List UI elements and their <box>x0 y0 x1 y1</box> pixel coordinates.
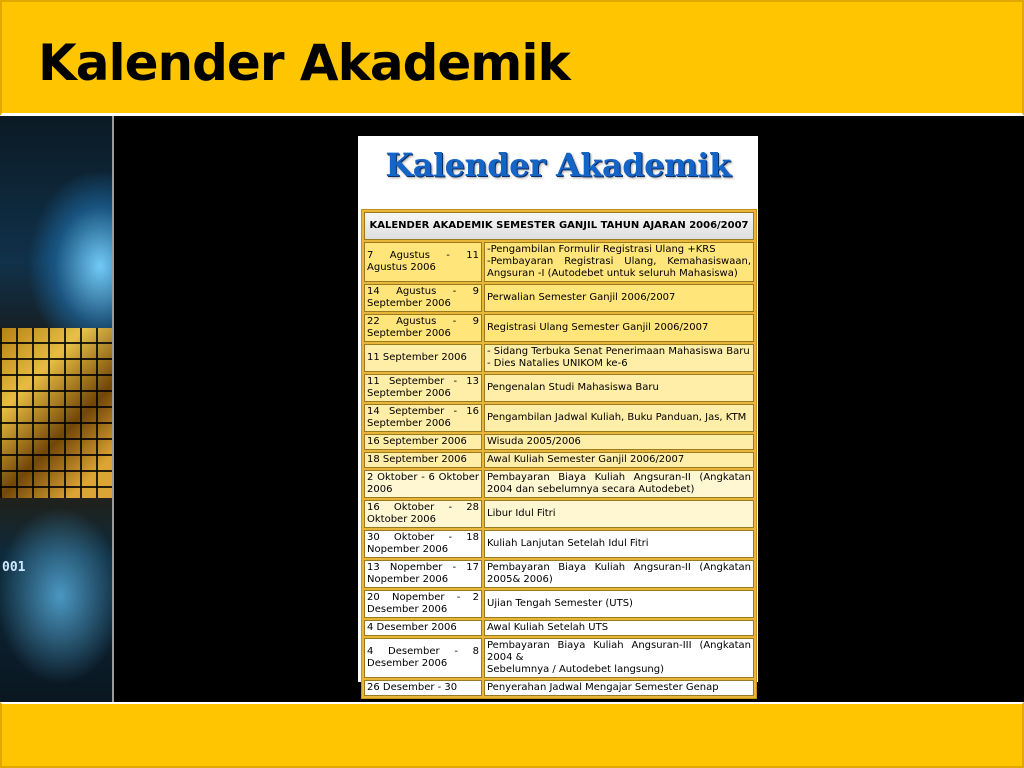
date-cell: 13 Nopember - 17 Nopember 2006 <box>364 560 482 588</box>
event-cell: Pembayaran Biaya Kuliah Angsuran-II (Angkatan 2005& 2006) <box>484 560 754 588</box>
table-row <box>364 452 754 468</box>
title-bar <box>0 0 1024 116</box>
decorative-digits: 001 <box>2 560 26 575</box>
table-row <box>364 470 754 498</box>
table-header: KALENDER AKADEMIK SEMESTER GANJIL TAHUN AJARAN 2006/2007 <box>364 212 754 240</box>
date-cell: 7 Agustus - 11 Agustus 2006 <box>364 242 482 282</box>
date-cell: 4 Desember 2006 <box>364 620 482 636</box>
date-cell: 4 Desember - 8 Desember 2006 <box>364 638 482 678</box>
date-cell: 11 September - 13 September 2006 <box>364 374 482 402</box>
event-cell: Pembayaran Biaya Kuliah Angsuran-II (Angkatan 2004 dan sebelumnya secara Autodebet) <box>484 470 754 498</box>
date-cell: 16 September 2006 <box>364 434 482 450</box>
event-cell: Wisuda 2005/2006 <box>484 434 754 450</box>
document-logo-heading: Kalender Akademik <box>385 146 731 184</box>
date-cell: 14 Agustus - 9 September 2006 <box>364 284 482 312</box>
decorative-tile-grid <box>0 328 112 498</box>
table-row <box>364 434 754 450</box>
event-cell: Awal Kuliah Semester Ganjil 2006/2007 <box>484 452 754 468</box>
event-cell: Perwalian Semester Ganjil 2006/2007 <box>484 284 754 312</box>
table-row <box>364 314 754 342</box>
academic-calendar-table <box>361 209 757 699</box>
date-cell: 14 September - 16 September 2006 <box>364 404 482 432</box>
event-cell: Awal Kuliah Setelah UTS <box>484 620 754 636</box>
date-cell: 11 September 2006 <box>364 344 482 372</box>
date-cell: 30 Oktober - 18 Nopember 2006 <box>364 530 482 558</box>
table-row <box>364 242 754 282</box>
table-row <box>364 530 754 558</box>
event-cell: Penyerahan Jadwal Mengajar Semester Genap <box>484 680 754 696</box>
event-cell: Registrasi Ulang Semester Ganjil 2006/2007 <box>484 314 754 342</box>
table-row <box>364 284 754 312</box>
event-cell: Kuliah Lanjutan Setelah Idul Fitri <box>484 530 754 558</box>
table-row <box>364 590 754 618</box>
table-row <box>364 500 754 528</box>
table-row <box>364 680 754 696</box>
event-cell: Pembayaran Biaya Kuliah Angsuran-III (Angkatan 2004 & Sebelumnya / Autodebet langsung) <box>484 638 754 678</box>
slide-title: Kalender Akademik <box>38 34 570 92</box>
table-row <box>364 404 754 432</box>
footer-bar <box>0 702 1024 768</box>
event-cell: Pengambilan Jadwal Kuliah, Buku Panduan, Jas, KTM <box>484 404 754 432</box>
table-row <box>364 620 754 636</box>
table-row <box>364 638 754 678</box>
event-cell: - Sidang Terbuka Senat Penerimaan Mahasiswa Baru - Dies Natalies UNIKOM ke-6 <box>484 344 754 372</box>
decorative-side-image <box>0 116 114 702</box>
date-cell: 2 Oktober - 6 Oktober 2006 <box>364 470 482 498</box>
event-cell: Ujian Tengah Semester (UTS) <box>484 590 754 618</box>
date-cell: 26 Desember - 30 <box>364 680 482 696</box>
calendar-document-image <box>358 136 758 693</box>
event-cell: -Pengambilan Formulir Registrasi Ulang +KRS -Pembayaran Registrasi Ulang, Kemahasiswaan, Angsuran -I (Autodebet untuk seluruh Mahasiswa) <box>484 242 754 282</box>
calendar-table-body <box>364 242 754 696</box>
event-cell: Pengenalan Studi Mahasiswa Baru <box>484 374 754 402</box>
table-row <box>364 560 754 588</box>
date-cell: 22 Agustus - 9 September 2006 <box>364 314 482 342</box>
event-cell: Libur Idul Fitri <box>484 500 754 528</box>
date-cell: 16 Oktober - 28 Oktober 2006 <box>364 500 482 528</box>
table-row <box>364 374 754 402</box>
date-cell: 20 Nopember - 2 Desember 2006 <box>364 590 482 618</box>
table-row <box>364 344 754 372</box>
date-cell: 18 September 2006 <box>364 452 482 468</box>
